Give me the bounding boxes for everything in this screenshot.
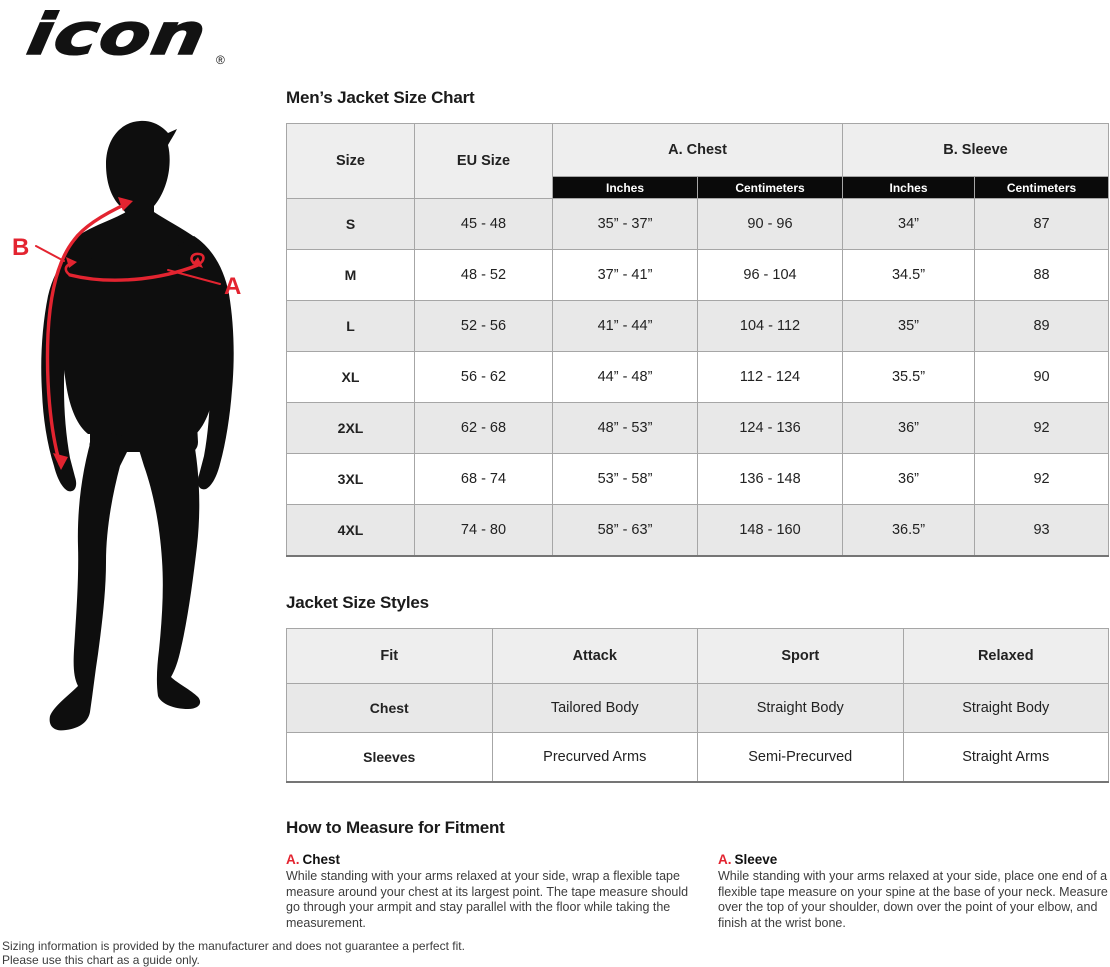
how-to-measure-title: How to Measure for Fitment [286, 818, 505, 837]
cell-sleeve-inches: 36.5” [843, 505, 975, 556]
cell-chest-inches: 35” - 37” [553, 199, 698, 250]
measure-sleeve-heading [718, 852, 1108, 867]
cell-sleeve-centimeters: 88 [975, 250, 1109, 301]
cell-eu-size: 48 - 52 [415, 250, 553, 301]
cell-sleeve-inches: 36” [843, 403, 975, 454]
cell-sport-sleeves: Semi-Precurved [698, 732, 904, 782]
measure-chest-name: Chest [302, 852, 341, 867]
col-header-chest-inches: Inches [553, 177, 698, 199]
cell-eu-size: 68 - 74 [415, 454, 553, 505]
cell-size: XL [287, 352, 415, 403]
styles-header-row [287, 628, 1109, 683]
cell-eu-size: 45 - 48 [415, 199, 553, 250]
jacket-size-styles-title: Jacket Size Styles [286, 592, 429, 612]
main-content [286, 88, 1108, 931]
table-row [287, 505, 1109, 556]
disclaimer-line-2: Please use this chart as a guide only. [2, 953, 200, 967]
male-silhouette-diagram-icon [0, 98, 280, 760]
row-label-chest: Chest [287, 683, 493, 732]
size-table-header-row [287, 124, 1109, 177]
cell-size: S [287, 199, 415, 250]
measure-sleeve-section [718, 852, 1108, 931]
table-row [287, 250, 1109, 301]
measure-chest-letter: A. [286, 852, 300, 867]
cell-sleeve-centimeters: 93 [975, 505, 1109, 556]
col-header-sleeve-inches: Inches [843, 177, 975, 199]
cell-chest-centimeters: 136 - 148 [698, 454, 843, 505]
cell-eu-size: 56 - 62 [415, 352, 553, 403]
male-silhouette [41, 121, 233, 730]
col-header-eu-size: EU Size [415, 124, 553, 199]
cell-sleeve-inches: 35” [843, 301, 975, 352]
measure-chest-text: While standing with your arms relaxed at your side, wrap a flexible tape measure around your chest at its largest point. The tape measure should go through your armpit and stay parallel with the floor while taking the measurement. [286, 869, 689, 930]
measure-sleeve-letter: A. [718, 852, 732, 867]
cell-sleeve-centimeters: 89 [975, 301, 1109, 352]
cell-chest-inches: 41” - 44” [553, 301, 698, 352]
cell-chest-inches: 44” - 48” [553, 352, 698, 403]
size-chart-title: Men’s Jacket Size Chart [286, 88, 475, 107]
cell-attack-chest: Tailored Body [492, 683, 698, 732]
jacket-size-styles-table [286, 628, 1109, 784]
table-row [287, 403, 1109, 454]
cell-sleeve-centimeters: 92 [975, 403, 1109, 454]
col-group-sleeve: B. Sleeve [843, 124, 1109, 177]
mens-jacket-size-table [286, 123, 1109, 557]
body-measurement-figure [0, 98, 280, 760]
cell-chest-centimeters: 104 - 112 [698, 301, 843, 352]
row-label-sleeves: Sleeves [287, 732, 493, 782]
cell-size: 3XL [287, 454, 415, 505]
measure-instructions [286, 852, 1108, 931]
cell-chest-inches: 48” - 53” [553, 403, 698, 454]
table-row [287, 301, 1109, 352]
col-header-sport: Sport [698, 628, 904, 683]
table-row [287, 732, 1109, 782]
cell-chest-centimeters: 124 - 136 [698, 403, 843, 454]
cell-attack-sleeves: Precurved Arms [492, 732, 698, 782]
cell-chest-centimeters: 96 - 104 [698, 250, 843, 301]
measure-sleeve-name: Sleeve [734, 852, 778, 867]
cell-chest-centimeters: 148 - 160 [698, 505, 843, 556]
label-b-pointer-line [36, 246, 64, 261]
table-row [287, 454, 1109, 505]
table-row [287, 352, 1109, 403]
cell-chest-inches: 53” - 58” [553, 454, 698, 505]
table-row [287, 199, 1109, 250]
sizing-disclaimer [2, 939, 465, 967]
icon-brand-logo [4, 2, 244, 75]
cell-size: 4XL [287, 505, 415, 556]
measure-sleeve-text: While standing with your arms relaxed at your side, place one end of a flexible tape measure on your spine at the base of your neck. Measure over the top of your shoulder, down over the point of your elbow, and finish at the wrist bone. [718, 869, 1108, 930]
measure-chest-heading [286, 852, 692, 867]
cell-size: 2XL [287, 403, 415, 454]
col-header-attack: Attack [492, 628, 698, 683]
col-header-relaxed: Relaxed [903, 628, 1109, 683]
chest-label-a: A [224, 273, 242, 300]
col-header-chest-centimeters: Centimeters [698, 177, 843, 199]
cell-sleeve-inches: 34.5” [843, 250, 975, 301]
cell-eu-size: 74 - 80 [415, 505, 553, 556]
sleeve-label-b: B [12, 234, 30, 261]
cell-sleeve-centimeters: 90 [975, 352, 1109, 403]
cell-sleeve-centimeters: 87 [975, 199, 1109, 250]
cell-chest-centimeters: 90 - 96 [698, 199, 843, 250]
disclaimer-line-1: Sizing information is provided by the manufacturer and does not guarantee a perfect fit. [2, 939, 465, 953]
cell-eu-size: 52 - 56 [415, 301, 553, 352]
cell-chest-centimeters: 112 - 124 [698, 352, 843, 403]
col-header-fit: Fit [287, 628, 493, 683]
cell-sleeve-centimeters: 92 [975, 454, 1109, 505]
cell-sleeve-inches: 35.5” [843, 352, 975, 403]
cell-chest-inches: 58” - 63” [553, 505, 698, 556]
cell-sleeve-inches: 34” [843, 199, 975, 250]
measure-chest-section [286, 852, 692, 931]
col-header-size: Size [287, 124, 415, 199]
col-header-sleeve-centimeters: Centimeters [975, 177, 1109, 199]
icon-logo-icon [4, 2, 244, 70]
registered-mark: ® [216, 53, 225, 67]
cell-size: L [287, 301, 415, 352]
cell-eu-size: 62 - 68 [415, 403, 553, 454]
col-group-chest: A. Chest [553, 124, 843, 177]
logo-text: icon [22, 2, 172, 68]
table-row [287, 683, 1109, 732]
cell-sport-chest: Straight Body [698, 683, 904, 732]
cell-relaxed-chest: Straight Body [903, 683, 1109, 732]
cell-sleeve-inches: 36” [843, 454, 975, 505]
cell-chest-inches: 37” - 41” [553, 250, 698, 301]
cell-relaxed-sleeves: Straight Arms [903, 732, 1109, 782]
cell-size: M [287, 250, 415, 301]
